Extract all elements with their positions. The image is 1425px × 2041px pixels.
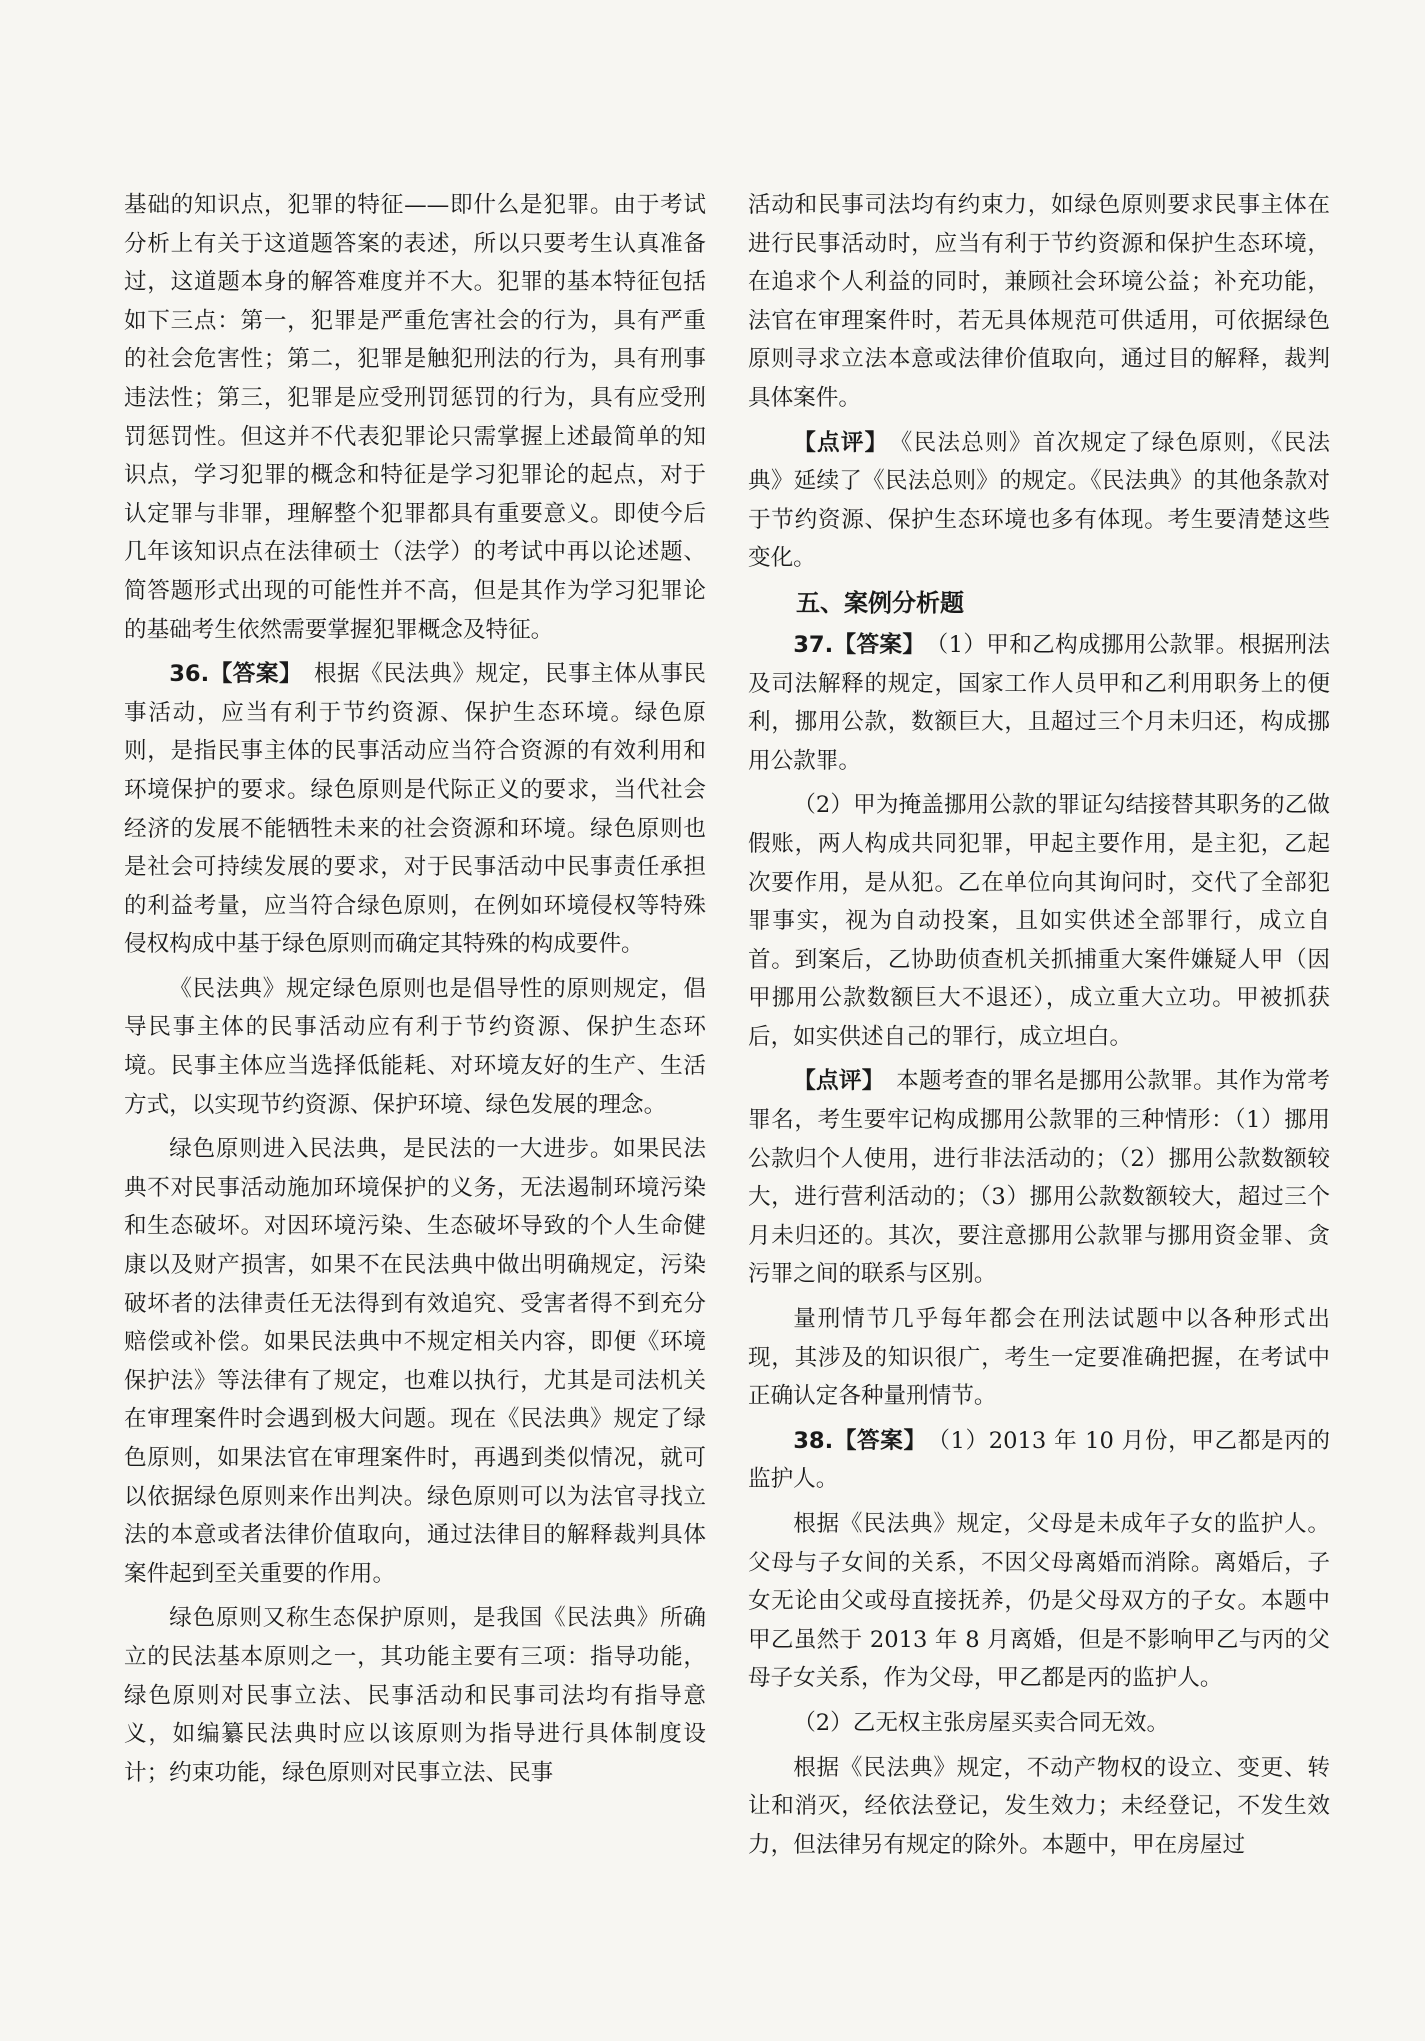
paragraph-text: 根据《民法典》规定，民事主体从事民事活动，应当有利于节约资源、保护生态环境。绿色原则，是指民事主体的民事活动应当符合资源的有效利用和环境保护的要求。绿色原则是代际正义的要求，当代社会经济的发展不能牺牲未来的社会资源和环境。绿色原则也是社会可持续发展的要求，对于民事活动中民事责任承担的利益考量，应当符合绿色原则，在例如环境侵权等特殊侵权构成中基于绿色原则而确定其特殊的构成要件。 bbox=[124, 661, 707, 958]
answer-tag: 36.【答案】 bbox=[169, 661, 291, 688]
comment-tag: 【点评】 bbox=[793, 429, 878, 456]
paragraph: 根据《民法典》规定，父母是未成年子女的监护人。父母与子女间的关系，不因父母离婚而消除。离婚后，子女无论由父或母直接抚养，仍是父母双方的子女。本题中甲乙虽然于 2013 年 8 月离婚，但是不影响甲乙与丙的父母子女关系，作为父母，甲乙都是丙的监护人。 bbox=[748, 1511, 1330, 1692]
paragraph: 绿色原则进入民法典，是民法的一大进步。如果民法典不对民事活动施加环境保护的义务，无法遏制环境污染和生态破坏。对因环境污染、生态破坏导致的个人生命健康以及财产损害，如果不在民法典中做出明确规定，污染破坏者的法律责任无法得到有效追究、受害者得不到充分赔偿或补偿。如果民法典中不规定相关内容，即便《环境保护法》等法律有了规定，也难以执行，尤其是司法机关在审理案件时会遇到极大问题。现在《民法典》规定了绿色原则，如果法官在审理案件时，再遇到类似情况，就可以依据绿色原则来作出判决。绿色原则可以为法官寻找立法的本意或者法律价值取向，通过法律目的解释裁判具体案件起到至关重要的作用。 bbox=[124, 1136, 706, 1587]
paragraph-text: （1）2013 年 10 月份，甲乙都是丙的监护人。 bbox=[748, 1427, 1330, 1493]
comment-37 bbox=[748, 1062, 1330, 1294]
paragraph-text: 《民法总则》首次规定了绿色原则，《民法典》延续了《民法总则》的规定。《民法典》的其他条款对于节约资源、保护生态环境也多有体现。考生要清楚这些变化。 bbox=[748, 429, 1331, 572]
paragraph: 《民法典》规定绿色原则也是倡导性的原则规定，倡导民事主体的民事活动应有利于节约资源、保护生态环境。民事主体应当选择低能耗、对环境友好的生产、生活方式，以实现节约资源、保护环境、绿色发展的理念。 bbox=[124, 975, 706, 1118]
paragraph: 基础的知识点，犯罪的特征——即什么是犯罪。由于考试分析上有关于这道题答案的表述，所以只要考生认真准备过，这道题本身的解答难度并不大。犯罪的基本特征包括如下三点：第一，犯罪是严重危害社会的行为，具有严重的社会危害性；第二，犯罪是触犯刑法的行为，具有刑事违法性；第三，犯罪是应受刑罚惩罚的行为，具有应受刑罚惩罚性。但这并不代表犯罪论只需掌握上述最简单的知识点，学习犯罪的概念和特征是学习犯罪论的起点，对于认定罪与非罪，理解整个犯罪都具有重要意义。即使今后几年该知识点在法律硕士（法学）的考试中再以论述题、简答题形式出现的可能性并不高，但是其作为学习犯罪论的基础考生依然需要掌握犯罪概念及特征。 bbox=[124, 192, 706, 643]
answer-tag: 37.【答案】 bbox=[793, 631, 915, 658]
answer-36 bbox=[124, 655, 706, 964]
section-heading: 五、案例分析题 bbox=[796, 588, 964, 617]
left-column bbox=[124, 186, 706, 1798]
paragraph: （2）甲为掩盖挪用公款的罪证勾结接替其职务的乙做假账，两人构成共同犯罪，甲起主要作用，是主犯，乙起次要作用，是从犯。乙在单位向其询问时，交代了全部犯罪事实，视为自动投案，且如实供述全部罪行，成立自首。到案后，乙协助侦查机关抓捕重大案件嫌疑人甲（因甲挪用公款数额巨大不退还），成立重大立功。甲被抓获后，如实供述自己的罪行，成立坦白。 bbox=[748, 792, 1330, 1050]
paragraph: （2）乙无权主张房屋买卖合同无效。 bbox=[793, 1709, 1170, 1736]
paragraph: 根据《民法典》规定，不动产物权的设立、变更、转让和消灭，经依法登记，发生效力；未经登记，不发生效力，但法律另有规定的除外。本题中，甲在房屋过 bbox=[748, 1754, 1330, 1858]
paragraph: 绿色原则又称生态保护原则，是我国《民法典》所确立的民法基本原则之一，其功能主要有三项：指导功能，绿色原则对民事立法、民事活动和民事司法均有指导意义，如编纂民法典时应以该原则为指导进行具体制度设计；约束功能，绿色原则对民事立法、民事 bbox=[124, 1605, 706, 1786]
paragraph: 量刑情节几乎每年都会在刑法试题中以各种形式出现，其涉及的知识很广，考生一定要准确把握，在考试中正确认定各种量刑情节。 bbox=[748, 1306, 1330, 1410]
paragraph: 活动和民事司法均有约束力，如绿色原则要求民事主体在进行民事活动时，应当有利于节约资源和保护生态环境，在追求个人利益的同时，兼顾社会环境公益；补充功能，法官在审理案件时，若无具体规范可供适用，可依据绿色原则寻求立法本意或法律价值取向，通过目的解释，裁判具体案件。 bbox=[748, 192, 1330, 411]
comment-tag: 【点评】 bbox=[793, 1068, 874, 1095]
answer-38 bbox=[748, 1422, 1330, 1499]
answer-tag: 38.【答案】 bbox=[793, 1427, 916, 1454]
right-column bbox=[748, 186, 1330, 1870]
answer-37 bbox=[748, 626, 1330, 780]
comment-36 bbox=[748, 424, 1330, 578]
paragraph-text: 本题考查的罪名是挪用公款罪。其作为常考罪名，考生要牢记构成挪用公款罪的三种情形：（1）挪用公款归个人使用，进行非法活动的；（2）挪用公款数额较大，进行营利活动的；（3）挪用公款数额较大，超过三个月未归还的。其次，要注意挪用公款罪与挪用资金罪、贪污罪之间的联系与区别。 bbox=[748, 1068, 1331, 1288]
paragraph-text: （1）甲和乙构成挪用公款罪。根据刑法及司法解释的规定，国家工作人员甲和乙利用职务上的便利，挪用公款，数额巨大，且超过三个月未归还，构成挪用公款罪。 bbox=[748, 631, 1331, 774]
